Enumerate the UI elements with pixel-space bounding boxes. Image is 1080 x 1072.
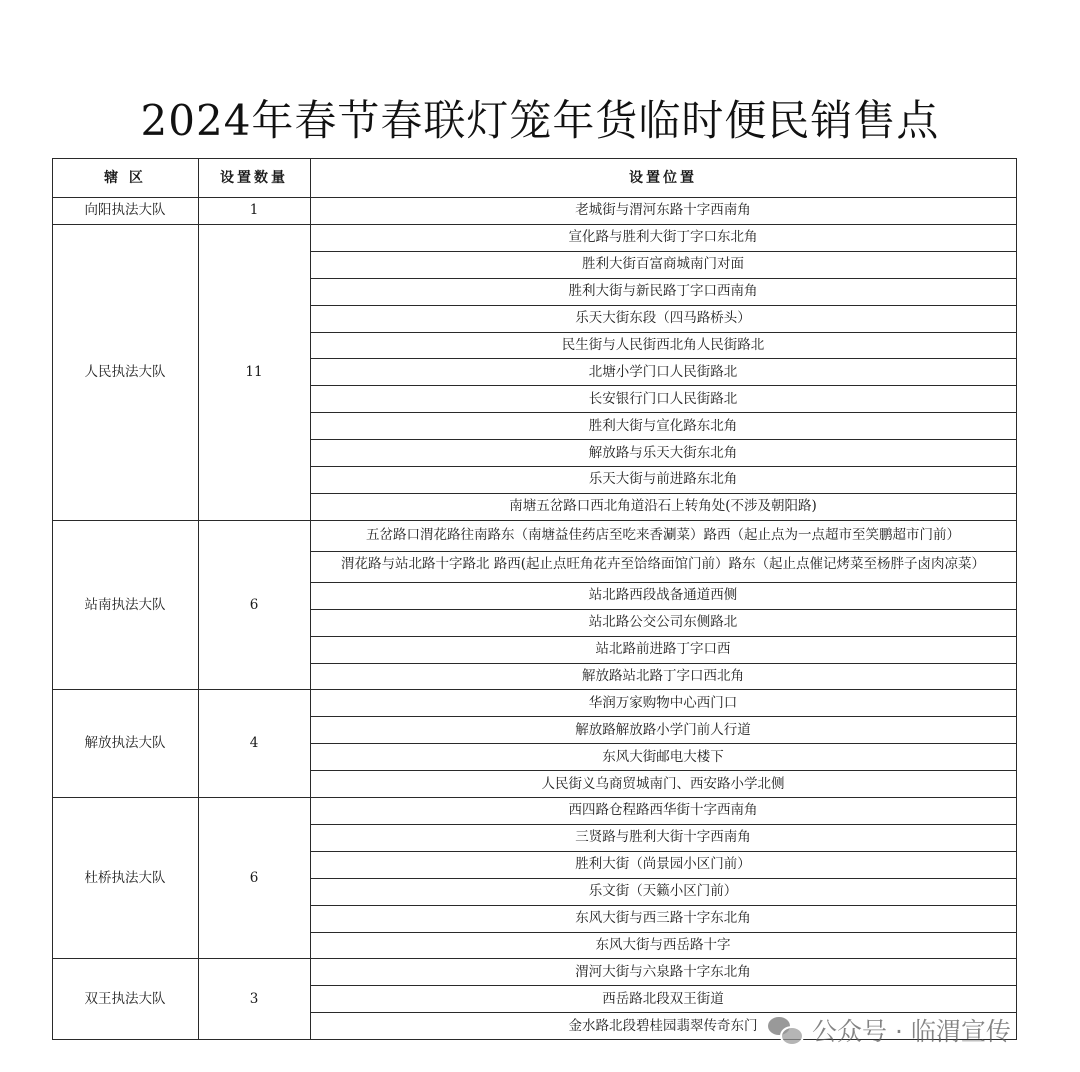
column-border [310, 158, 311, 1040]
location-cell: 金水路北段碧桂园翡翠传奇东门 [568, 1017, 758, 1034]
location-cell: 东风大街与西三路十字东北角 [575, 910, 751, 927]
count-cell: 6 [249, 869, 259, 886]
group-border [52, 158, 1016, 159]
location-cell: 西岳路北段双王街道 [602, 990, 724, 1007]
count-cell: 3 [249, 990, 259, 1007]
district-cell: 杜桥执法大队 [84, 869, 166, 886]
watermark [768, 1008, 1011, 1052]
location-cell: 渭花路与站北路十字路北 路西(起止点旺角花卉至饸络面馆门前）路东（起止点催记烤菜至杨胖子卤肉凉菜） [340, 555, 986, 572]
page-title: 2024年春节春联灯笼年货临时便民销售点 [140, 96, 940, 145]
watermark-text: 公众号 · 临渭宣传 [812, 1017, 1011, 1046]
wechat-icon [768, 1015, 802, 1045]
location-cell: 老城街与渭河东路十字西南角 [575, 202, 751, 219]
district-cell: 向阳执法大队 [84, 202, 166, 219]
count-cell: 11 [245, 363, 263, 380]
group-border [52, 520, 1016, 521]
header-location: 设置位置 [629, 169, 697, 186]
group-border [52, 958, 1016, 959]
location-cell: 东风大街与西岳路十字 [595, 936, 731, 953]
location-cell: 解放路站北路丁字口西北角 [582, 667, 744, 684]
column-border [52, 158, 53, 1040]
location-cell: 解放路与乐天大街东北角 [588, 444, 738, 461]
district-cell: 人民执法大队 [84, 363, 166, 380]
location-cell: 乐文街（天籁小区门前） [588, 883, 738, 900]
location-cell: 乐天大街东段（四马路桥头） [575, 310, 751, 327]
district-cell: 站南执法大队 [84, 596, 166, 613]
count-cell: 6 [249, 596, 259, 613]
count-cell: 1 [249, 202, 259, 219]
location-cell: 华润万家购物中心西门口 [588, 694, 738, 711]
location-cell: 长安银行门口人民街路北 [588, 390, 738, 407]
location-cell: 胜利大街百富商城南门对面 [582, 256, 744, 273]
location-cell: 胜利大街与宣化路东北角 [588, 417, 738, 434]
location-cell: 西四路仓程路西华街十字西南角 [568, 802, 758, 819]
column-border [1016, 158, 1017, 1040]
location-cell: 站北路西段战备通道西侧 [588, 587, 738, 604]
header-district: 辖 区 [104, 169, 146, 186]
column-border [198, 158, 199, 1040]
location-cell: 五岔路口渭花路往南路东（南塘益佳药店至吃来香涮菜）路西（起止点为一点超市至笑鹏超市门前） [366, 527, 960, 544]
location-cell: 三贤路与胜利大街十字西南角 [575, 829, 751, 846]
location-cell: 站北路公交公司东侧路北 [588, 614, 738, 631]
header-count: 设置数量 [220, 169, 288, 186]
district-cell: 解放执法大队 [84, 735, 166, 752]
location-cell: 渭河大街与六泉路十字东北角 [575, 963, 751, 980]
group-border [52, 224, 1016, 225]
location-cell: 站北路前进路丁字口西 [595, 641, 731, 658]
location-cell: 解放路解放路小学门前人行道 [575, 721, 751, 738]
location-cell: 北塘小学门口人民街路北 [588, 363, 738, 380]
group-border [52, 797, 1016, 798]
district-cell: 双王执法大队 [84, 990, 166, 1007]
group-border [52, 197, 1016, 198]
location-cell: 胜利大街与新民路丁字口西南角 [568, 283, 758, 300]
location-cell: 乐天大街与前进路东北角 [588, 471, 738, 488]
location-cell: 民生街与人民街西北角人民街路北 [561, 336, 765, 353]
location-cell: 南塘五岔路口西北角道沿石上转角处(不涉及朝阳路) [509, 498, 817, 515]
location-cell: 胜利大街（尚景园小区门前） [575, 856, 751, 873]
location-cell: 人民街义乌商贸城南门、西安路小学北侧 [541, 775, 785, 792]
group-border [52, 689, 1016, 690]
location-cell: 东风大街邮电大楼下 [602, 748, 724, 765]
location-cell: 宣化路与胜利大街丁字口东北角 [568, 229, 758, 246]
count-cell: 4 [249, 735, 259, 752]
